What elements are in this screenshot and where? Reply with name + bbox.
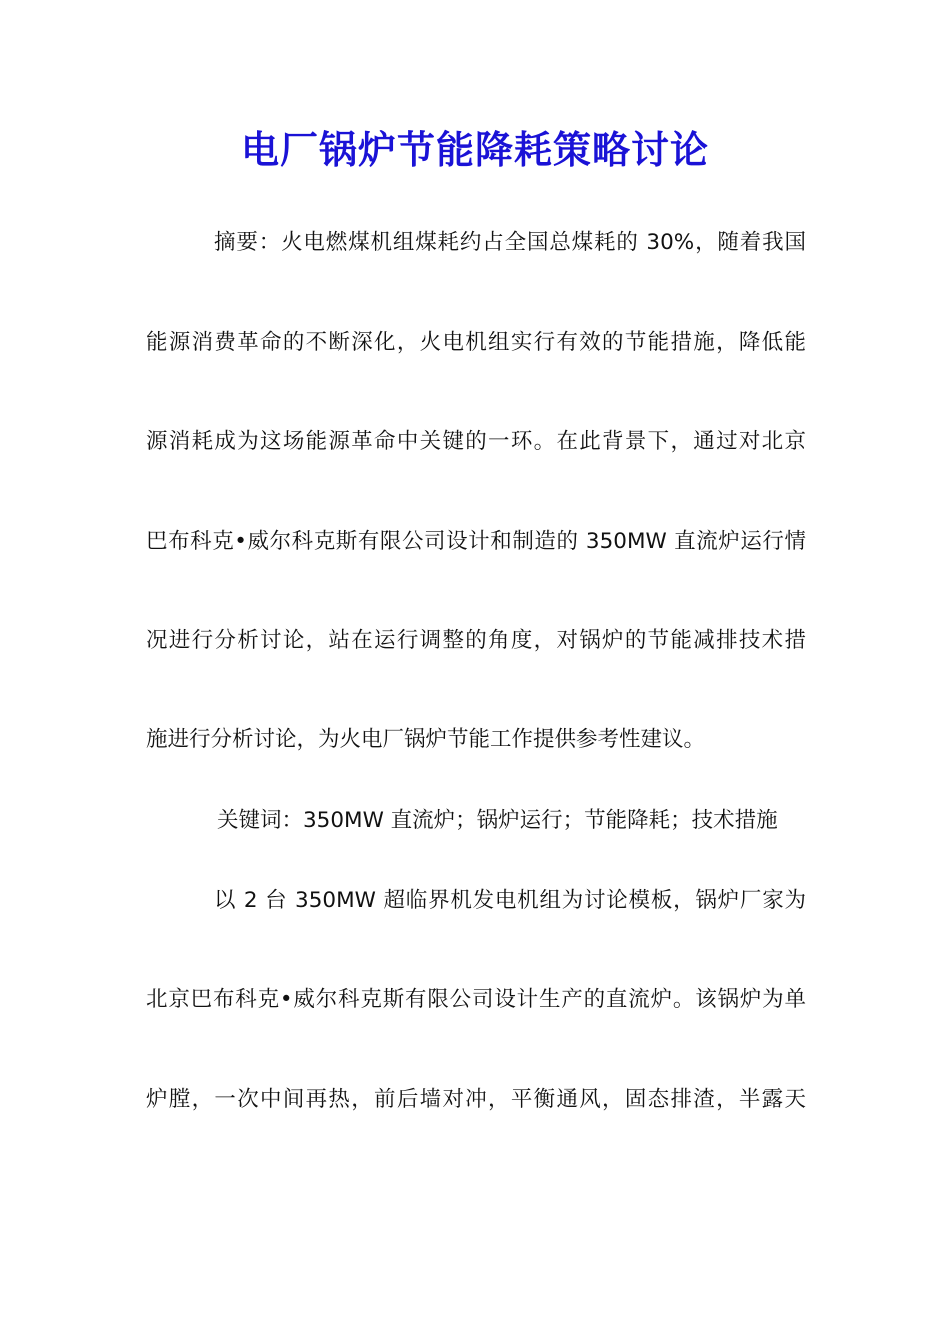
body-line-1: 以 2 台 350MW 超临界机发电机组为讨论模板，锅炉厂家为 xyxy=(214,888,806,913)
document-title: 电厂锅炉节能降耗策略讨论 xyxy=(240,127,709,172)
abstract-line-6: 施进行分析讨论，为火电厂锅炉节能工作提供参考性建议。 xyxy=(146,727,706,752)
abstract-line-3: 源消耗成为这场能源革命中关键的一环。在此背景下，通过对北京 xyxy=(146,429,806,454)
keywords-line: 关键词：350MW 直流炉；锅炉运行；节能降耗；技术措施 xyxy=(217,808,778,833)
body-line-3: 炉膛，一次中间再热，前后墙对冲，平衡通风，固态排渣，半露天 xyxy=(146,1087,806,1112)
abstract-line-1: 摘要：火电燃煤机组煤耗约占全国总煤耗的 30%，随着我国 xyxy=(214,230,806,255)
abstract-line-2: 能源消费革命的不断深化，火电机组实行有效的节能措施，降低能 xyxy=(146,330,806,355)
abstract-line-5: 况进行分析讨论，站在运行调整的角度，对锅炉的节能减排技术措 xyxy=(146,628,806,653)
body-line-2: 北京巴布科克•威尔科克斯有限公司设计生产的直流炉。该锅炉为单 xyxy=(146,987,806,1012)
abstract-line-4: 巴布科克•威尔科克斯有限公司设计和制造的 350MW 直流炉运行情 xyxy=(146,529,806,554)
